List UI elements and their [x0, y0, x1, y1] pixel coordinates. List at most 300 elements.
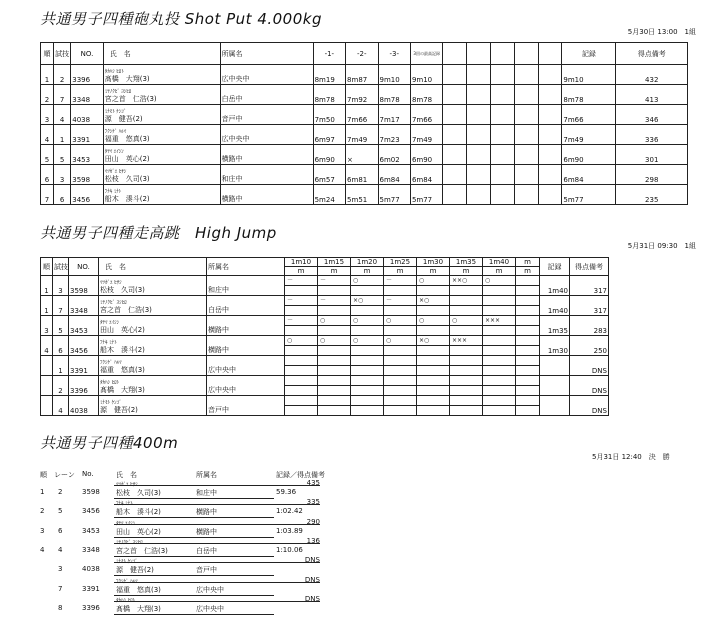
- record-cell: 1:02.42: [276, 507, 303, 516]
- header-blank: [538, 43, 562, 65]
- row-underline: [114, 595, 274, 596]
- athlete-kana: ﾌｸｼｹﾞ ﾊﾙﾏ: [104, 129, 127, 135]
- blank-cell: [443, 165, 467, 185]
- run-400m-title: 共通男子四種400m: [40, 434, 179, 452]
- athlete-kana: ﾏﾂｶﾞｴ ﾋｻｼ: [104, 169, 127, 175]
- attempt-marks: ○: [450, 316, 482, 326]
- blank-cell: [538, 105, 562, 125]
- attempt-cell: [516, 276, 540, 296]
- record-cell: 1m30: [540, 336, 570, 356]
- record-cell: [540, 376, 570, 396]
- lane-cell: 4: [58, 545, 63, 554]
- bib-number: 3391: [71, 125, 103, 145]
- blank-cell: [514, 65, 538, 85]
- header-name: 氏 名: [103, 43, 220, 65]
- athlete-kana: ﾀﾔﾏ ｴｲｼﾝ: [104, 149, 124, 155]
- athlete-name: 田山 英心(2): [116, 527, 161, 536]
- row-underline: [114, 498, 274, 499]
- points-cell: 235: [616, 185, 688, 205]
- blank-cell: [491, 125, 515, 145]
- attempt-marks: [516, 376, 539, 386]
- rank-cell: 3: [40, 526, 45, 535]
- rank-cell: 2: [41, 85, 54, 105]
- table-row: [41, 376, 609, 396]
- athlete-name: 田山 英心(2): [100, 326, 145, 334]
- row-underline: [114, 562, 320, 563]
- attempt-cell: [450, 396, 483, 416]
- trial-cell: 6m02: [378, 145, 410, 165]
- header-height: 1m25: [384, 258, 417, 267]
- attempt-cell: [450, 276, 483, 296]
- row-underline: [114, 485, 320, 486]
- attempt-marks: ○: [417, 316, 449, 326]
- lane-cell: 2: [58, 488, 63, 496]
- athlete-kana: ﾌﾅｷ ﾐﾅﾄ: [100, 340, 117, 346]
- team-cell: 横路中: [220, 185, 313, 205]
- high-jump-title: 共通男子四種走高跳 High Jump: [40, 224, 277, 242]
- header-order: 試技: [53, 258, 69, 276]
- attempt-cell: [450, 336, 483, 356]
- attempt-cell: [285, 316, 318, 336]
- points-cell: 346: [616, 105, 688, 125]
- attempt-marks: [516, 336, 539, 346]
- attempt-marks: [483, 376, 515, 386]
- attempt-cell: [417, 396, 450, 416]
- header-rank: 順: [41, 258, 53, 276]
- attempt-marks: －: [384, 276, 416, 286]
- athlete-kana: ﾏﾂｶﾞｴ ﾋｻｼ: [116, 482, 138, 488]
- attempt-marks: [285, 356, 317, 366]
- rank-cell: 5: [41, 145, 54, 165]
- attempt-cell: [285, 336, 318, 356]
- order-cell: 2: [53, 65, 70, 85]
- athlete-kana: ﾀﾔﾏ ｴｲｼﾝ: [116, 520, 136, 527]
- record-cell: 1:10.06: [276, 545, 303, 554]
- header-rank: 順: [41, 43, 54, 65]
- attempt-cell: [417, 296, 450, 316]
- team-cell: 広中央中: [220, 65, 313, 85]
- athlete-name: 船木 湊斗(2): [104, 195, 150, 203]
- bib-number: 3391: [69, 356, 99, 376]
- attempt-cell: [483, 276, 516, 296]
- attempt-cell: [516, 296, 540, 316]
- header-points: 得点備考: [570, 258, 609, 276]
- athlete-cell: [103, 85, 220, 105]
- attempt-cell: [516, 376, 540, 396]
- trial-cell: ×: [346, 145, 378, 165]
- header-blank: [514, 43, 538, 65]
- points-cell: 298: [616, 165, 688, 185]
- table-row: [41, 105, 688, 125]
- table-row: [41, 356, 609, 376]
- header-no: NO.: [69, 258, 99, 276]
- athlete-kana: ﾐﾅﾓﾄ ｹﾝｺﾞ: [100, 400, 122, 406]
- record-cell: 5m77: [562, 185, 616, 205]
- header-team: 所属名: [196, 471, 217, 479]
- header-team: 所属名: [220, 43, 313, 65]
- shot-put-title: 共通男子四種砲丸投 Shot Put 4.000kg: [40, 10, 322, 28]
- order-cell: 7: [53, 85, 70, 105]
- header-blank: [491, 43, 515, 65]
- attempt-cell: [483, 396, 516, 416]
- attempt-marks: ×○: [351, 296, 383, 306]
- blank-cell: [514, 85, 538, 105]
- points-value: DNS: [304, 594, 320, 603]
- attempt-cell: [516, 396, 540, 416]
- attempt-marks: －: [318, 296, 350, 306]
- row-underline: [114, 582, 320, 583]
- attempt-cell: [351, 376, 384, 396]
- bib-number: 3456: [69, 336, 99, 356]
- trial-cell: 9m10: [410, 65, 442, 85]
- points-cell: 317: [570, 296, 609, 316]
- athlete-name: 松枝 久司(3): [100, 286, 145, 294]
- header-unit: m: [483, 267, 516, 276]
- trial-cell: 6m81: [346, 165, 378, 185]
- athlete-name: 松枝 久司(3): [116, 489, 161, 497]
- header-height: 1m15: [318, 258, 351, 267]
- lane-cell: 7: [58, 584, 63, 593]
- blank-cell: [538, 185, 562, 205]
- header-trial-3: -3-: [378, 43, 410, 65]
- row-underline: [114, 614, 274, 615]
- rank-cell: 6: [41, 165, 54, 185]
- header-record: 記録: [540, 258, 570, 276]
- trial-cell: 5m24: [313, 185, 345, 205]
- attempt-cell: [417, 276, 450, 296]
- bib-number: 3396: [71, 65, 103, 85]
- athlete-kana: ﾀｶﾊｼ ﾋﾛﾄ: [116, 597, 136, 604]
- attempt-marks: [516, 296, 539, 306]
- bib-number: 3598: [82, 488, 100, 496]
- attempt-marks: ○: [351, 336, 383, 346]
- blank-cell: [491, 165, 515, 185]
- blank-cell: [467, 145, 491, 165]
- blank-cell: [443, 65, 467, 85]
- rank-cell: 2: [40, 507, 45, 516]
- athlete-name: 宮之首 仁浩(3): [104, 95, 157, 103]
- points-value: DNS: [304, 575, 320, 584]
- athlete-kana: ﾐﾅﾓﾄ ｹﾝｺﾞ: [104, 109, 127, 115]
- attempt-cell: [516, 316, 540, 336]
- attempt-marks: [516, 276, 539, 286]
- header-order: 試技: [53, 43, 70, 65]
- blank-cell: [467, 185, 491, 205]
- attempt-marks: －: [285, 296, 317, 306]
- points-cell: 432: [616, 65, 688, 85]
- header-best-of-three: 3回の最高記録: [410, 43, 442, 65]
- table-row: [41, 65, 688, 85]
- attempt-cell: [285, 296, 318, 316]
- blank-cell: [491, 105, 515, 125]
- header-height: 1m20: [351, 258, 384, 267]
- athlete-kana: ﾌｸｼｹﾞ ﾊﾙﾏ: [100, 360, 122, 366]
- trial-cell: 6m90: [410, 145, 442, 165]
- record-cell: 9m10: [562, 65, 616, 85]
- attempt-marks: －: [285, 276, 317, 286]
- blank-cell: [491, 145, 515, 165]
- athlete-kana: ﾀｶﾊｼ ﾋﾛﾄ: [100, 380, 120, 386]
- attempt-marks: ×○: [417, 296, 449, 306]
- attempt-marks: [516, 396, 539, 406]
- attempt-cell: [417, 356, 450, 376]
- record-cell: 8m78: [562, 85, 616, 105]
- team-cell: 横路中: [207, 316, 285, 336]
- header-unit: m: [516, 267, 540, 276]
- points-cell: DNS: [570, 356, 609, 376]
- blank-cell: [514, 125, 538, 145]
- blank-cell: [538, 165, 562, 185]
- rank-cell: 3: [41, 105, 54, 125]
- athlete-name: 源 健吾(2): [104, 115, 143, 123]
- header-record: 記録: [562, 43, 616, 65]
- points-value: 290: [306, 517, 320, 526]
- attempt-cell: [483, 316, 516, 336]
- trial-cell: 6m97: [313, 125, 345, 145]
- attempt-marks: [351, 356, 383, 366]
- lane-cell: 3: [58, 565, 63, 574]
- attempt-marks: [483, 336, 515, 346]
- team-cell: 広中央中: [220, 125, 313, 145]
- trial-cell: 7m49: [410, 125, 442, 145]
- header-lane: レーン: [54, 471, 75, 479]
- attempt-marks: [417, 356, 449, 366]
- header-trial-2: -2-: [346, 43, 378, 65]
- attempt-cell: [318, 356, 351, 376]
- order-cell: 2: [53, 376, 69, 396]
- attempt-marks: [351, 376, 383, 386]
- header-unit: m: [450, 267, 483, 276]
- bib-number: 3396: [82, 603, 100, 612]
- athlete-kana: ﾀﾔﾏ ｴｲｼﾝ: [100, 320, 120, 326]
- attempt-cell: [384, 396, 417, 416]
- blank-cell: [491, 85, 515, 105]
- points-value: 435: [306, 479, 320, 487]
- athlete-name: 髙橋 大翔(3): [104, 75, 150, 83]
- header-height: m: [516, 258, 540, 267]
- table-row: [41, 85, 688, 105]
- team-cell: 横路中: [196, 508, 217, 517]
- header-height: 1m30: [417, 258, 450, 267]
- attempt-marks: [483, 396, 515, 406]
- attempt-cell: [285, 396, 318, 416]
- table-row: [41, 125, 688, 145]
- record-cell: 59.36: [276, 488, 297, 496]
- trial-cell: 8m87: [346, 65, 378, 85]
- blank-cell: [538, 145, 562, 165]
- athlete-cell: [103, 65, 220, 85]
- athlete-kana: ﾀｶﾊｼ ﾋﾛﾄ: [104, 69, 124, 75]
- order-cell: 4: [53, 396, 69, 416]
- rank-cell: 4: [40, 545, 45, 554]
- blank-cell: [467, 125, 491, 145]
- header-unit: m: [384, 267, 417, 276]
- team-cell: 和庄中: [220, 165, 313, 185]
- team-cell: 白岳中: [196, 546, 217, 555]
- order-cell: 7: [53, 296, 69, 316]
- attempt-marks: －: [285, 316, 317, 326]
- athlete-kana: ﾌﾅｷ ﾐﾅﾄ: [116, 501, 133, 508]
- bib-number: 3453: [82, 526, 100, 535]
- attempt-marks: [351, 396, 383, 406]
- record-cell: 1m40: [540, 296, 570, 316]
- attempt-cell: [318, 336, 351, 356]
- attempt-marks: ×××: [450, 336, 482, 346]
- attempt-cell: [450, 316, 483, 336]
- attempt-marks: ×××: [483, 316, 515, 326]
- header-record-points: 記録／得点備考: [276, 471, 325, 479]
- blank-cell: [467, 85, 491, 105]
- trial-cell: 8m78: [313, 85, 345, 105]
- attempt-cell: [285, 276, 318, 296]
- header-unit: m: [318, 267, 351, 276]
- athlete-name: 源 健吾(2): [116, 566, 154, 575]
- athlete-kana: ﾌｸｼｹﾞ ﾊﾙﾏ: [116, 578, 138, 585]
- blank-cell: [443, 85, 467, 105]
- attempt-marks: [417, 376, 449, 386]
- blank-cell: [538, 85, 562, 105]
- blank-cell: [467, 65, 491, 85]
- trial-cell: 9m10: [378, 65, 410, 85]
- athlete-name: 髙橋 大翔(3): [100, 386, 145, 394]
- attempt-marks: [450, 296, 482, 306]
- bib-number: 4038: [71, 105, 103, 125]
- blank-cell: [467, 105, 491, 125]
- team-cell: 音戸中: [207, 396, 285, 416]
- attempt-cell: [417, 316, 450, 336]
- points-value: 335: [306, 498, 320, 507]
- rank-cell: [41, 356, 53, 376]
- record-cell: 6m90: [562, 145, 616, 165]
- attempt-cell: [483, 376, 516, 396]
- blank-cell: [514, 185, 538, 205]
- attempt-marks: ○: [417, 276, 449, 286]
- attempt-marks: ××○: [450, 276, 482, 286]
- athlete-name: 松枝 久司(3): [104, 175, 150, 183]
- attempt-marks: [318, 356, 350, 366]
- table-row: [41, 276, 609, 296]
- athlete-cell: [99, 296, 207, 316]
- order-cell: 5: [53, 145, 70, 165]
- bib-number: 3453: [71, 145, 103, 165]
- attempt-cell: [384, 316, 417, 336]
- attempt-marks: [450, 396, 482, 406]
- attempt-cell: [351, 396, 384, 416]
- team-cell: 白岳中: [207, 296, 285, 316]
- shot-put-date: 5月30日 13:00 1組: [627, 28, 696, 36]
- blank-cell: [491, 65, 515, 85]
- header-name: 氏 名: [116, 471, 137, 479]
- points-cell: 250: [570, 336, 609, 356]
- athlete-name: 宮之首 仁浩(3): [100, 306, 152, 314]
- attempt-marks: [483, 296, 515, 306]
- header-points: 得点備考: [616, 43, 688, 65]
- athlete-name: 田山 英心(2): [104, 155, 150, 163]
- high-jump-date: 5月31日 09:30 1組: [627, 242, 696, 250]
- bib-number: 3456: [71, 185, 103, 205]
- trial-cell: 7m49: [346, 125, 378, 145]
- rank-cell: [41, 396, 53, 416]
- team-cell: 広中央中: [207, 376, 285, 396]
- blank-cell: [514, 165, 538, 185]
- rank-cell: 1: [41, 276, 53, 296]
- attempt-cell: [516, 356, 540, 376]
- table-row: [41, 296, 609, 316]
- record-cell: 7m66: [562, 105, 616, 125]
- attempt-marks: ○: [483, 276, 515, 286]
- attempt-cell: [285, 376, 318, 396]
- athlete-kana: ﾐﾔﾉｸﾋﾞ ﾖｼﾋﾛ: [116, 539, 143, 546]
- trial-cell: 6m57: [313, 165, 345, 185]
- attempt-cell: [384, 276, 417, 296]
- blank-cell: [443, 125, 467, 145]
- bib-number: 3391: [82, 584, 100, 593]
- attempt-marks: ○: [318, 316, 350, 326]
- blank-cell: [467, 165, 491, 185]
- trial-cell: 7m17: [378, 105, 410, 125]
- table-row: [41, 165, 688, 185]
- order-cell: 1: [53, 125, 70, 145]
- attempt-marks: [384, 376, 416, 386]
- trial-cell: 5m77: [410, 185, 442, 205]
- bib-number: 3348: [82, 545, 100, 554]
- attempt-marks: [417, 396, 449, 406]
- attempt-marks: ○: [384, 316, 416, 326]
- attempt-cell: [318, 296, 351, 316]
- points-cell: DNS: [570, 376, 609, 396]
- attempt-cell: [318, 396, 351, 416]
- table-row: [41, 316, 609, 336]
- attempt-marks: [384, 396, 416, 406]
- bib-number: 3348: [69, 296, 99, 316]
- attempt-cell: [384, 356, 417, 376]
- attempt-marks: [516, 316, 539, 326]
- points-cell: 317: [570, 276, 609, 296]
- attempt-cell: [384, 336, 417, 356]
- table-row: [41, 396, 609, 416]
- attempt-marks: [285, 376, 317, 386]
- attempt-cell: [450, 356, 483, 376]
- blank-cell: [443, 105, 467, 125]
- athlete-kana: ﾐﾔﾉｸﾋﾞ ﾖｼﾋﾛ: [100, 300, 127, 306]
- rank-cell: 4: [41, 125, 54, 145]
- table-row: [41, 336, 609, 356]
- record-cell: 1:03.89: [276, 526, 303, 535]
- trial-cell: 7m66: [346, 105, 378, 125]
- blank-cell: [443, 145, 467, 165]
- team-cell: 広中央中: [207, 356, 285, 376]
- order-cell: 6: [53, 185, 70, 205]
- header-height: 1m35: [450, 258, 483, 267]
- athlete-cell: [99, 316, 207, 336]
- team-cell: 広中央中: [196, 585, 224, 594]
- header-blank: [467, 43, 491, 65]
- order-cell: 5: [53, 316, 69, 336]
- rank-cell: 4: [41, 336, 53, 356]
- record-cell: 6m84: [562, 165, 616, 185]
- header-unit: m: [351, 267, 384, 276]
- attempt-cell: [318, 376, 351, 396]
- attempt-marks: [318, 396, 350, 406]
- header-unit: m: [285, 267, 318, 276]
- bib-number: 4038: [69, 396, 99, 416]
- row-underline: [114, 517, 274, 518]
- athlete-name: 船木 湊斗(2): [116, 508, 161, 517]
- attempt-marks: ○: [384, 336, 416, 346]
- shot-put-table: [40, 42, 688, 205]
- bib-number: 3396: [69, 376, 99, 396]
- points-cell: 283: [570, 316, 609, 336]
